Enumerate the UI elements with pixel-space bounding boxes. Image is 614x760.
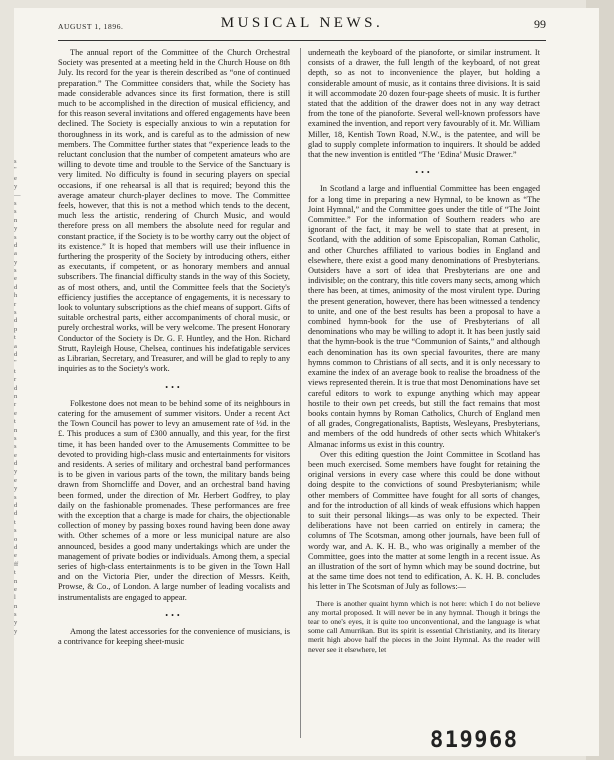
margin-fragment: t [14, 418, 16, 426]
margin-fragment: d [14, 460, 18, 468]
margin-fragment: r [14, 300, 17, 308]
quoted-letter [308, 599, 540, 654]
margin-fragment: e [14, 409, 17, 417]
margin-fragment: y [14, 225, 18, 233]
margin-fragment: s [14, 233, 17, 241]
margin-fragment: n [14, 577, 18, 585]
margin-fragment: d [14, 510, 18, 518]
margin-fragment: y [14, 468, 18, 476]
margin-fragment: y [14, 258, 18, 266]
church-orchestral-society-article: The annual report of the Committee of the Church Orchestral Society was presented at a meeting held in the Church House on 8th July. Its record for the year is therein described as “one of continued preparation.” The Committee considers that, while the Society has made considerable advances since its first formation, there is still much to be accomplished in the direction of musical efficiency, and for this reason several invitations and offered engagements have been declined. The Society is especially anxious to win a reputation for thoroughness in its work, and is careful as to the admission of new members. The Committee further states that “experience leads to the reluctant conclusion that the number of competent amateurs who are willing to devote time and trouble to the Service of the Sanctuary is very limited. No difficulty is found in securing players on special occasions, if one rehearsal is all that is required; beyond this the average amateur church-player declines to move. The Committee feels, however, that this is not a method which tends to the decent, much less the artistic, rendering of Church Music, and would therefore press on all members the absolute need for regular and constant practice, if the Society is to be worthy carry out the object of its existence.” It is hoped that members will use their influence in furthering the prosperity of the Society by introducing others, either as executants, if competent, or as honorary members and annual subscribers. The financial difficulty stands in the way of this Society, as of most others, and, until the Committee feels that the Society's efficiency justifies the acceptance of engagements, it is necessary to look to voluntary subscriptions as the chief means of support. Gifts of suitable orchestral parts, either accompaniments of choral music, or purely orchestral works, will be very welcome. The present Honorary Conductor of the Society is Dr. G. F. Huntley, and the Hon. Richard Strutt, Rayleigh House, Chelsea, continues his indefatigable services as Librarian, Secretary, and Treasurer, and will be glad to reply to any inquiries as to the Society's work. [58, 48, 290, 374]
margin-fragment: d [14, 384, 18, 392]
column-divider [300, 48, 301, 738]
margin-fragment: e [14, 476, 17, 484]
margin-fragment: d [14, 283, 18, 291]
header-rule [58, 40, 546, 41]
margin-fragment: n [14, 216, 18, 224]
margin-fragment: e [14, 174, 17, 182]
margin-fragment: e [14, 585, 17, 593]
margin-fragment: s [14, 443, 17, 451]
quoted-letter-text: There is another quaint hymn which is not here: which I do not believe any mortal proposed. It will never be in any hymnal. Though it brings the tear to one's eyes, it is quite too unconventional, and the language is what some call Amurrikan. But its spirit is essential Christianity, and its literary merit high above half the pieces in the Joint Hymnal. As the reader will never see it elsewhere, let [308, 598, 540, 654]
margin-fragment: s [14, 208, 17, 216]
margin-fragment: d [14, 241, 18, 249]
margin-fragment: s [14, 493, 17, 501]
adjacent-page-margin-fragments [14, 158, 30, 678]
margin-fragment: " [14, 359, 17, 367]
margin-fragment: n [14, 392, 18, 400]
joint-committee-article: Over this editing question the Joint Committee in Scotland has been much exercised. Some members have fought for retaining the original versions in every case where this could be done without doing despite to the convictions of sound Presbyterianism; while other members of Committee have fought for all sorts of changes, and for the introduction of all kinds of weak effusions which happen to suit their personal likings—as was only to be expected. Their deliberations have not been carried on entirely in camera; the columns of The Scotsman, among other journals, have been full of wordy war, and A. K. H. B., who was originally a member of the Committee, goes into the matter at some length in a recent issue. As an illustration of the sort of hymn which may be sound doctrine, but at the same time does not tend to edification, A. K. H. B. concludes his letter in The Scotsman of July as follows:— [308, 449, 540, 592]
margin-fragment: h [14, 292, 18, 300]
margin-fragment: l [14, 594, 16, 602]
margin-fragment: " [14, 166, 17, 174]
section-ornament: ••• [415, 168, 433, 178]
music-drawer-article-continued: underneath the keyboard of the pianoforte, or similar instrument. It consists of a drawer, the full length of the keyboard, of not great depth, so as not to inconvenience the player, but holding a considerable amount of music, as it contains three divisions. It is said it will accommodate 20 dozen four-page sheets of music. It is further stated that the addition of the drawer does not in any way detract from the tone of the pianoforte. Several well-known professors have examined the invention, and report very favourably of it. Mr. William Miller, 18, Kentish Town Road, N.W., is the patentee, and will be glad to supply complete information to inquirers. It should be added that the new invention is entitled “The ‘Edina’ Music Drawer.” [308, 48, 540, 160]
margin-fragment: — [14, 191, 21, 199]
margin-fragment: y [14, 485, 18, 493]
folkestone-article: Folkestone does not mean to be behind some of its neighbours in catering for the amusement of summer visitors. Under a recent Act the Town Council has power to levy an amusement rate of ½d. in the £. This produces a sum of £300 annually, and this year, for the first time, it has been handed over to the Amusements Committee to be devoted to providing high-class music and entertainments for visitors and residents. A series of military and orchestral band performances is to be given in various parts of the town, the military bands being drawn from Shorncliffe and Dover, and an orchestral band having been formed, under the direction of Mr. Herbert Godfrey, to play daily on the fashionable promenades. These performances are free with the exception that a charge is made for chairs, the objectionable collection of money by passing boxes round having been done away with. Other schemes of a more or less municipal nature are also announced, besides a good many undertakings which are under the management of private bodies or individuals. Among them, a special series of high-class entertainments is to be given in the Town Hall and on the Victoria Pier, under the direction of Messrs. Keith, Prowse, & Co., of London. A large number of leading vocalists and instrumentalists are engaged to appear. [58, 398, 290, 602]
margin-fragment: d [14, 543, 18, 551]
margin-fragment: r [14, 376, 17, 384]
music-drawer-article-start: Among the latest accessories for the convenience of musicians, is a contrivance for keeping sheet-music [58, 626, 290, 647]
margin-fragment: n [14, 602, 18, 610]
margin-fragment: t [14, 569, 16, 577]
margin-fragment: e [14, 275, 17, 283]
margin-fragment: y [14, 183, 18, 191]
margin-fragment: e [14, 552, 17, 560]
page-header [58, 14, 546, 36]
section-ornament: ••• [165, 382, 183, 392]
margin-fragment: o [14, 535, 18, 543]
issue-date: AUGUST 1, 1896. [58, 22, 124, 31]
margin-fragment: a [14, 342, 17, 350]
page-number: 99 [534, 17, 546, 31]
margin-fragment: s [14, 434, 17, 442]
margin-fragment: s [14, 527, 17, 535]
margin-fragment: y [14, 619, 18, 627]
margin-fragment: s [14, 158, 17, 165]
margin-fragment: s [14, 267, 17, 275]
margin-fragment: d [14, 502, 18, 510]
margin-fragment: y [14, 627, 18, 635]
margin-fragment: r [14, 401, 17, 409]
margin-fragment: t [14, 367, 16, 375]
left-column [58, 48, 290, 647]
margin-fragment: s [14, 199, 17, 207]
margin-fragment: p [14, 325, 18, 333]
margin-fragment: t [14, 334, 16, 342]
masthead-title: MUSICAL NEWS. [220, 15, 384, 31]
margin-fragment: t [14, 518, 16, 526]
margin-fragment: n [14, 426, 18, 434]
margin-fragment: d [14, 317, 18, 325]
margin-fragment: ff [14, 560, 19, 568]
joint-hymnal-article: In Scotland a large and influential Committee has been engaged for a long time in preparing a new Hymnal, to be known as “The Joint Hymnal,” and the Committee goes under the title of “The Joint Committee.” For the information of Southern readers who are ignorant of the fact, it may be well to state that at present, in Scotland, with the addition of some Episcopalian, Roman Catholic, and other Churches affiliated to various bodies in England and elsewhere, there exist a good many denominations of Presbyterians. Outsiders have a sort of idea that Presbyterians are one and indivisible; on the contrary, this title covers many sects, among which there has been, at times, animosity of the most virulent type. During the present generation, however, there has been witnessed a tendency to unite, and one of the best results has been a proposal to have a combined hymn-book for the use of Presbyterians of all denominations who may be willing to adopt it. It has been justly said that the hymn-book is the true “Communion of Saints,” and although each denomination has its own special favourites, there are many hymns common to Christians of all sects, and it is only necessary to examine the index of an average book to realise the broadness of the views represented therein. It is true that most Denominations have set careful editors to work to expunge anything which may appear hostile to their own pet creeds, but still the fact remains that most books contain hymns by Roman Catholics, Church of England men of all grades, Congregationalists, Baptists, Wesleyans, Presbyterians, and members of the odd hundreds of other sects which Whitaker's Almanac informs us exist in this country. [308, 184, 540, 449]
margin-fragment: s [14, 309, 17, 317]
right-column [308, 48, 540, 654]
margin-fragment: s [14, 611, 17, 619]
archive-stamp-number: 819968 [430, 728, 519, 753]
section-ornament: ••• [165, 610, 183, 620]
margin-fragment: d [14, 350, 18, 358]
margin-fragment: e [14, 451, 17, 459]
margin-fragment: a [14, 250, 17, 258]
